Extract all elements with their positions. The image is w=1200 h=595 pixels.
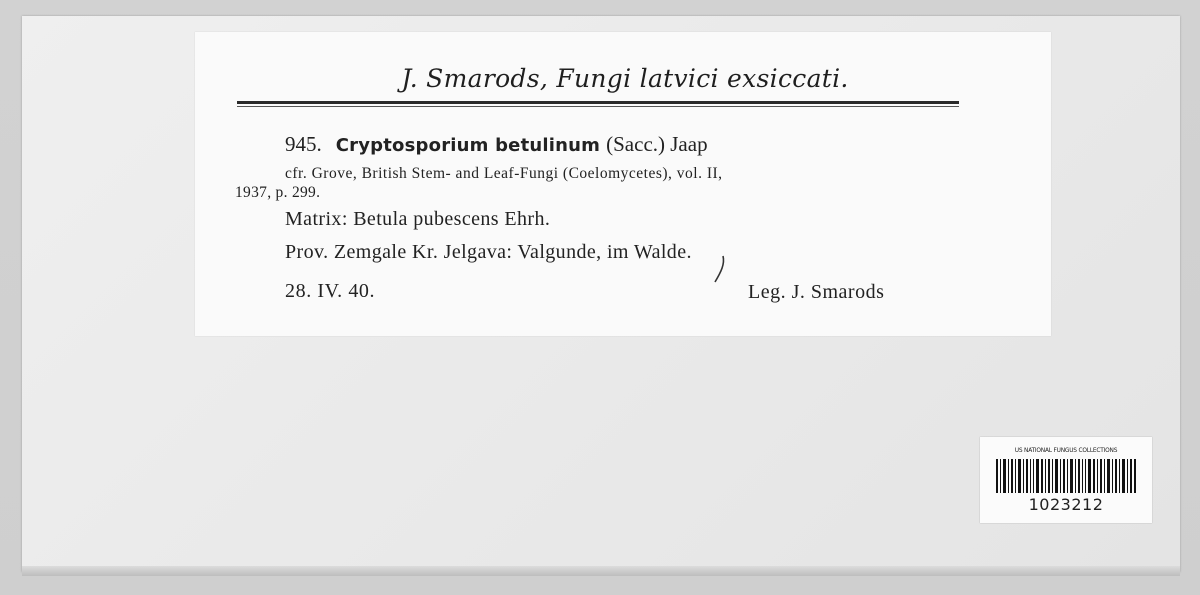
- species-line: [285, 132, 708, 157]
- citation-line-2: 1937, p. 299.: [235, 184, 321, 201]
- collection-date: 28. IV. 40.: [285, 280, 376, 302]
- catalog-number: 1023212: [1028, 495, 1104, 514]
- exsiccata-label: [195, 32, 1051, 336]
- collector: Leg. J. Smarods: [748, 281, 885, 303]
- citation-line-1: cfr. Grove, British Stem- and Leaf-Fungi (Coelomycetes), vol. II,: [285, 165, 723, 182]
- barcode-icon: [996, 459, 1136, 493]
- sheet-edge: [22, 566, 1180, 576]
- province-line: Prov. Zemgale Kr. Jelgava: Valgunde, im Walde.: [285, 241, 692, 263]
- pen-mark: [713, 254, 727, 284]
- specimen-number: 945.: [285, 132, 322, 156]
- title-rule: [237, 101, 959, 104]
- matrix-line: Matrix: Betula pubescens Ehrh.: [285, 208, 551, 230]
- label-title: J. Smarods, Fungi latvici exsiccati.: [401, 64, 849, 93]
- barcode-label: [980, 437, 1152, 523]
- title-rule-thin: [237, 106, 959, 107]
- species-author: (Sacc.) Jaap: [606, 132, 708, 156]
- species-name: Cryptosporium betulinum: [335, 135, 601, 156]
- collection-name: US NATIONAL FUNGUS COLLECTIONS: [1014, 446, 1118, 454]
